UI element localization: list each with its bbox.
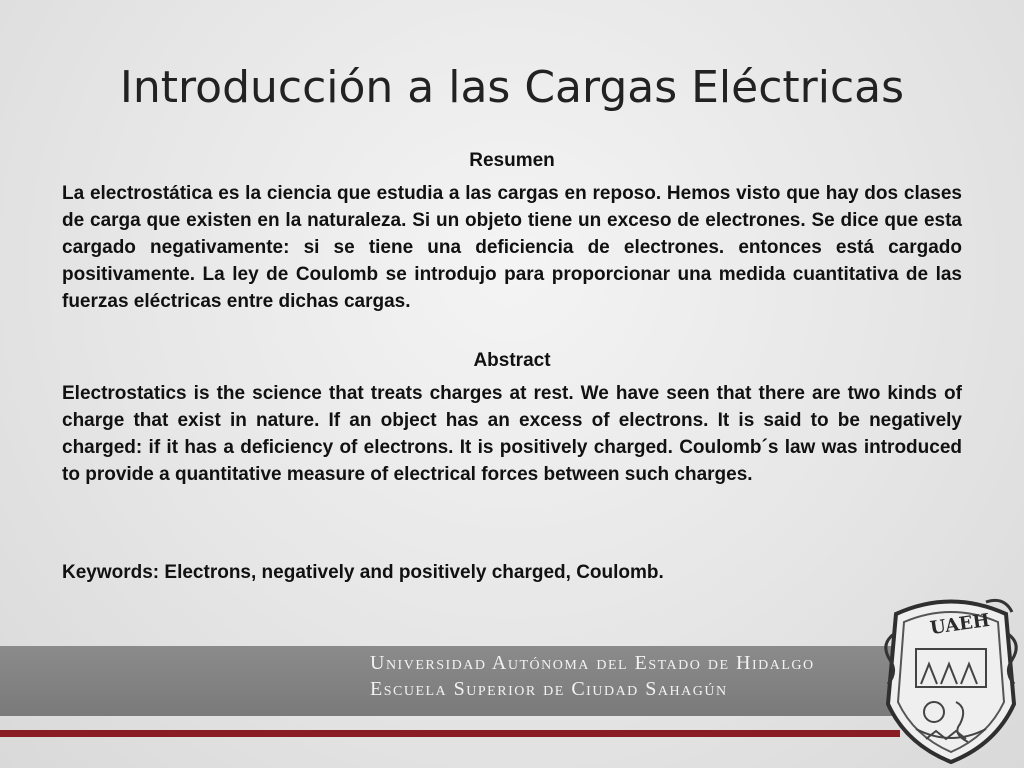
resumen-paragraph: La electrostática es la ciencia que estudia a las cargas en reposo. Hemos visto que hay dos clases de carga que existen en la naturaleza. Si un objeto tiene un exceso de electrones. Se dice que esta cargado negativamente: si se tiene una deficiencia de electrones. entonces está cargado positivamente. La ley de Coulomb se introdujo para proporcionar una medida cuantitativa de las fuerzas eléctricas entre dichas cargas. [62,183,962,312]
emblem-label: UAEH [928,609,992,640]
abstract-heading: Abstract [473,350,551,371]
university-name: Universidad Autónoma del Estado de Hidalgo [370,652,815,674]
slide-title: Introducción a las Cargas Eléctricas [119,62,905,113]
footer-accent-line [0,730,900,737]
school-name: Escuela Superior de Ciudad Sahagún [370,678,728,700]
abstract-paragraph: Electrostatics is the science that treats charges at rest. We have seen that there are two kinds of charge that exist in nature. If an object has an excess of electrons. It is said to be negatively charged: if it has a deficiency of electrons. It is positively charged. Coulomb´s law was introduced to provide a quantitative measure of electrical forces between such charges. [62,383,962,485]
resumen-heading: Resumen [469,150,555,171]
keywords-line: Keywords: Electrons, negatively and positively charged, Coulomb. [62,562,664,583]
